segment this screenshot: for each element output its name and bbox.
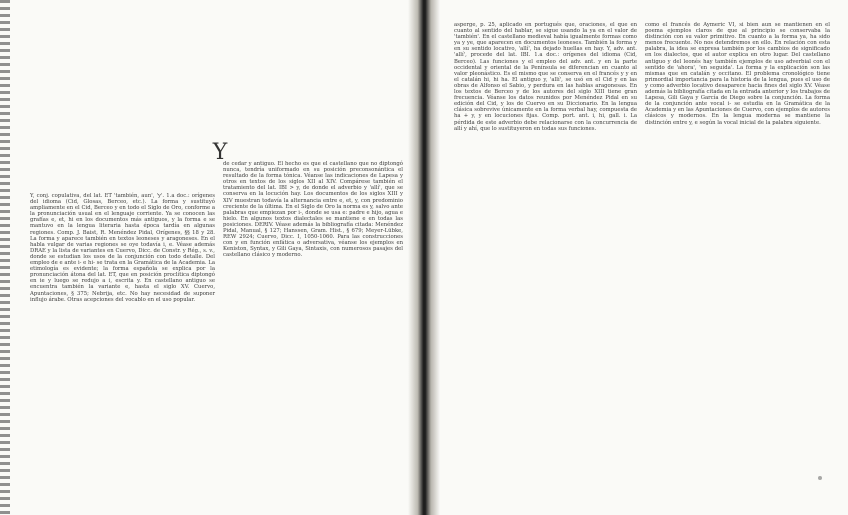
- book-gutter: [408, 0, 440, 515]
- right-page-column-1: [454, 22, 637, 502]
- left-page-column-1: [30, 193, 215, 493]
- left-page: [0, 0, 416, 515]
- right-page-column-2: [645, 22, 830, 502]
- left-column-1-text: Y, conj. copulativa, del lat. ET 'también, aun', 'y'. 1.a doc.: orígenes del idioma (Cid, Glosas, Berceo, etc.). La forma y sustituyó ampliamente en el Cid, Berceo y en todo el Siglo de Oro, conforme a la pronunciación usual en el lenguaje corriente. Ya se conocen las grafías e, et, hi en los documentos más antiguos, y la forma e se mantuvo en la lengua literaria hasta época tardía en algunas regiones. Comp. J. Baist, R. Menéndez Pidal, Orígenes, §§ 18 y 28. La forma y aparece también en textos leoneses y aragoneses. En el habla vulgar de varias regiones se oye todavía i, e. Véase además DRAE y la lista de variantes en Cuervo, Dicc. de Constr. y Rég., s. v., donde se estudian los usos de la conjunción con todo detalle. Del empleo de e ante i- e hi- se trata en la Gramática de la Academia. La etimología es evidente; la forma española se explica por la pronunciación átona del lat. ET, que en posición proclítica diptongó en ie y luego se redujo a i, escrita y. En castellano antiguo se encuentra también la variante e, hasta el siglo XV. Cuervo, Apuntaciones, § 375; Nebrija, etc. No hay necesidad de suponer influjo árabe. Otras acepciones del vocablo en el uso popular.: [30, 193, 215, 303]
- left-column-2-text: de cedar y antiguo. El hecho es que el castellano que no diptongó nunca, tendría uniformado en su posición preconsonántica el resultado de la forma tónica. Véanse las indicaciones de Lapesa y otros en textos de los siglos XII al XIV. Compárese también el tratamiento del lat. IBI > y, de donde el adverbio y 'allí', que se conserva en la locución hay. Los documentos de los siglos XIII y XIV muestran todavía la alternancia entre e, et, y, con predominio creciente de la última. En el Siglo de Oro la norma es y, salvo ante palabras que empiezan por i-, donde se usa e: padre e hijo, agua e hielo. En algunos textos dialectales se mantiene e en todas las posiciones. DERIV. Véase además la bibliografía citada: Menéndez Pidal, Manual, § 127; Hanssen, Gram. Hist., § 679; Meyer-Lübke, REW 2924; Cuervo, Dicc. I, 1050-1060. Para las construcciones con y en función enfática o adversativa, véanse los ejemplos en Keniston, Syntax, y Gili Gaya, Sintaxis, con numerosos pasajes del castellano clásico y moderno.: [223, 161, 403, 259]
- left-page-edge: [0, 0, 10, 515]
- left-page-column-2: [223, 161, 403, 493]
- chapter-letter: Y: [212, 140, 228, 165]
- right-column-2-text: como el francés de Aymeric VI, si bien aun se mantienen en el poema ejemplos claros de que al principio se conservaba la distinción con su valor primitivo. En cuanto a la forma ya, ha sido menos frecuente. No nos detendremos en ello. En relación con esta palabra, la idea se expresa también por los cambios de significado en los dialectos, que el autor explica en otro lugar. Del castellano antiguo y del leonés hay también ejemplos de uso adverbial con el sentido de 'ahora', 'en seguida'. La forma y la explicación son las mismas que en catalán y occitano. El problema cronológico tiene primordial importancia para la historia de la lengua, pues el uso de y como adverbio locativo desaparece hacia fines del siglo XV. Véase además la bibliografía citada en la entrada anterior y los trabajos de Lapesa, Gili Gaya y García de Diego sobre la conjunción. La forma de la conjunción ante vocal i- se estudia en la Gramática de la Academia y en las Apuntaciones de Cuervo, con ejemplos de autores clásicos y modernos. En la lengua moderna se mantiene la distinción entre y, e según la vocal inicial de la palabra siguiente.: [645, 22, 830, 126]
- right-page: [432, 0, 848, 515]
- right-column-1-text: asperge, p. 25, aplicado en portugués que, oraciones, el que en cuanto al sentido del hablar, se sigue usando la ya en el valor de 'también'. En el castellano medieval había igualmente formas como ya y ye, que aparecen en documentos leoneses. También la forma y en su sentido locativo, 'allí', ha dejado huellas en hay. Y, adv. ant. 'allí', procede del lat. IBI. 1.a doc.: orígenes del idioma (Cid, Berceo). Las funciones y el empleo del adv. ant. y en la parte occidental y oriental de la Península se diferencian en cuanto al valor pleonástico. Es el mismo que se conserva en el francés y y en el catalán hi, hi ha. El antiguo y, 'allí', se usó en el Cid y en las obras de Alfonso el Sabio, y perdura en las hablas aragonesas. En los textos de Berceo y de los autores del siglo XIII tiene gran frecuencia. Véanse los datos reunidos por Menéndez Pidal en su edición del Cid, y los de Cuervo en su Diccionario. En la lengua clásica sobrevive únicamente en la forma verbal hay, compuesta de ha + y, y en locuciones fijas. Comp. port. ant. i, hi, gall. i. La pérdida de este adverbio debe relacionarse con la concurrencia de allí y ahí, que lo sustituyeron en todas sus funciones.: [454, 22, 637, 132]
- ink-spot: [818, 476, 822, 480]
